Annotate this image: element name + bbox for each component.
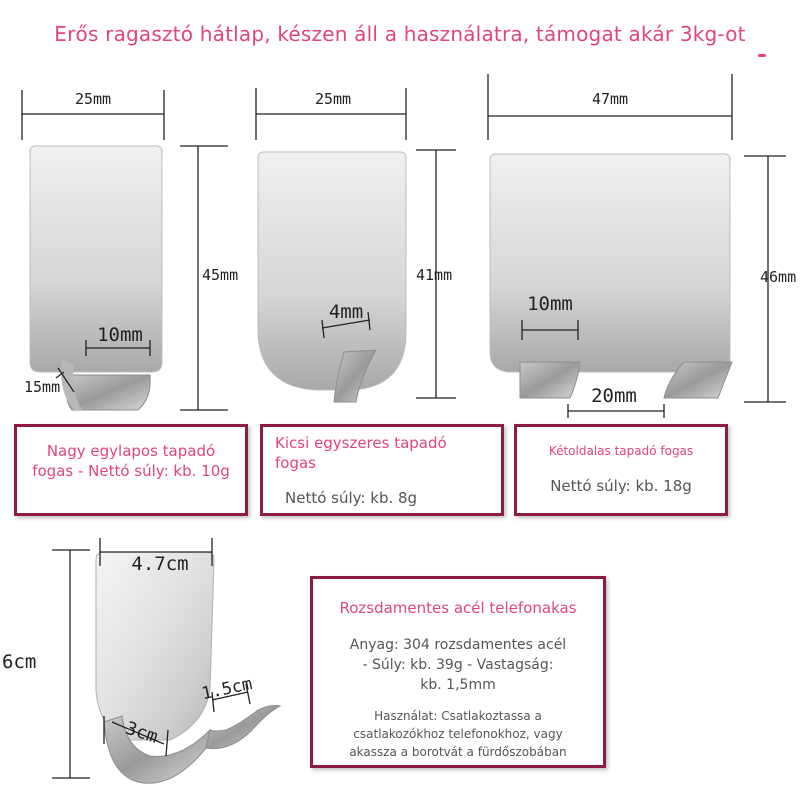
single-large-hook	[30, 146, 162, 410]
phone-holder-spec-line-3: kb. 1,5mm	[420, 677, 496, 693]
hook1-width-label: 25mm	[74, 90, 112, 108]
phone-holder-depth-label: 3cm	[122, 717, 161, 748]
phone-holder-info-title: Rozsdamentes acél telefonakas	[339, 599, 577, 617]
hook1-height-label: 45mm	[202, 266, 239, 284]
hook1-width-dimension	[22, 90, 164, 140]
phone-holder-usage-line-2: csatlakozókhoz telefonokhoz, vagy	[353, 727, 563, 741]
hook2-width-dimension	[256, 88, 406, 140]
hook2-info-box	[260, 424, 504, 516]
hook3-info-title: Kétoldalas tapadó fogas	[548, 444, 694, 458]
phone-holder-plate	[96, 552, 214, 740]
hook2-height-dimension	[416, 150, 456, 398]
hook2-info-title: Kicsi egyszeres tapadó fogas	[275, 434, 447, 472]
hook3-gap-label: 10mm	[527, 293, 573, 315]
hook1-depth-label: 15mm	[24, 378, 61, 396]
hook2-width-label: 25mm	[314, 90, 352, 108]
phone-holder-usage-line-3: akassza a borotvát a fürdőszobában	[349, 745, 567, 759]
hook2-height-label: 41mm	[416, 266, 453, 284]
hook3-plate	[490, 154, 730, 372]
hook2-gap-label: 4mm	[328, 301, 364, 323]
hook1-height-dimension	[180, 146, 238, 410]
hook1-info-text: Nagy egylapos tapadó fogas - Nettó súly: kb. 10g	[32, 442, 230, 480]
phone-holder-height-dimension	[2, 550, 90, 778]
phone-holder-spec-line-1: Anyag: 304 rozsdamentes acél	[349, 637, 567, 653]
double-hook	[490, 154, 732, 398]
hook1-gap-label: 10mm	[97, 324, 143, 346]
hook3-height-label: 46mm	[760, 268, 797, 286]
hook3-spacing-dimension	[568, 385, 664, 418]
headline-banner: Erős ragasztó hátlap, készen áll a használatra, támogat akár 3kg-ot	[54, 22, 746, 46]
phone-holder-spec-line-2: - Súly: kb. 39g - Vastagság:	[362, 657, 554, 673]
phone-holder-height-label: 6cm	[2, 651, 37, 673]
hook2-info-weight: Nettó súly: kb. 8g	[285, 489, 418, 507]
hook3-width-dimension	[488, 74, 732, 140]
hook3-spacing-label: 20mm	[591, 385, 637, 407]
hook3-height-dimension	[744, 156, 796, 402]
hook3-width-label: 47mm	[591, 90, 629, 108]
phone-holder-usage-line-1: Használat: Csatlakoztassa a	[374, 709, 542, 723]
phone-holder-width-label: 4.7cm	[131, 553, 189, 575]
hook2-plate	[258, 152, 406, 390]
phone-holder-hook	[96, 552, 280, 783]
hook3-left-hook	[520, 362, 580, 398]
hook1-info-box	[14, 424, 248, 516]
hook3-info-weight: Nettó súly: kb. 18g	[550, 477, 692, 495]
phone-holder-info-box	[310, 576, 606, 768]
single-small-hook	[258, 152, 406, 402]
phone-holder-right-hook	[206, 706, 280, 749]
phone-holder-gap-label: 1.5cm	[199, 674, 255, 705]
hook3-info-box	[514, 424, 728, 516]
